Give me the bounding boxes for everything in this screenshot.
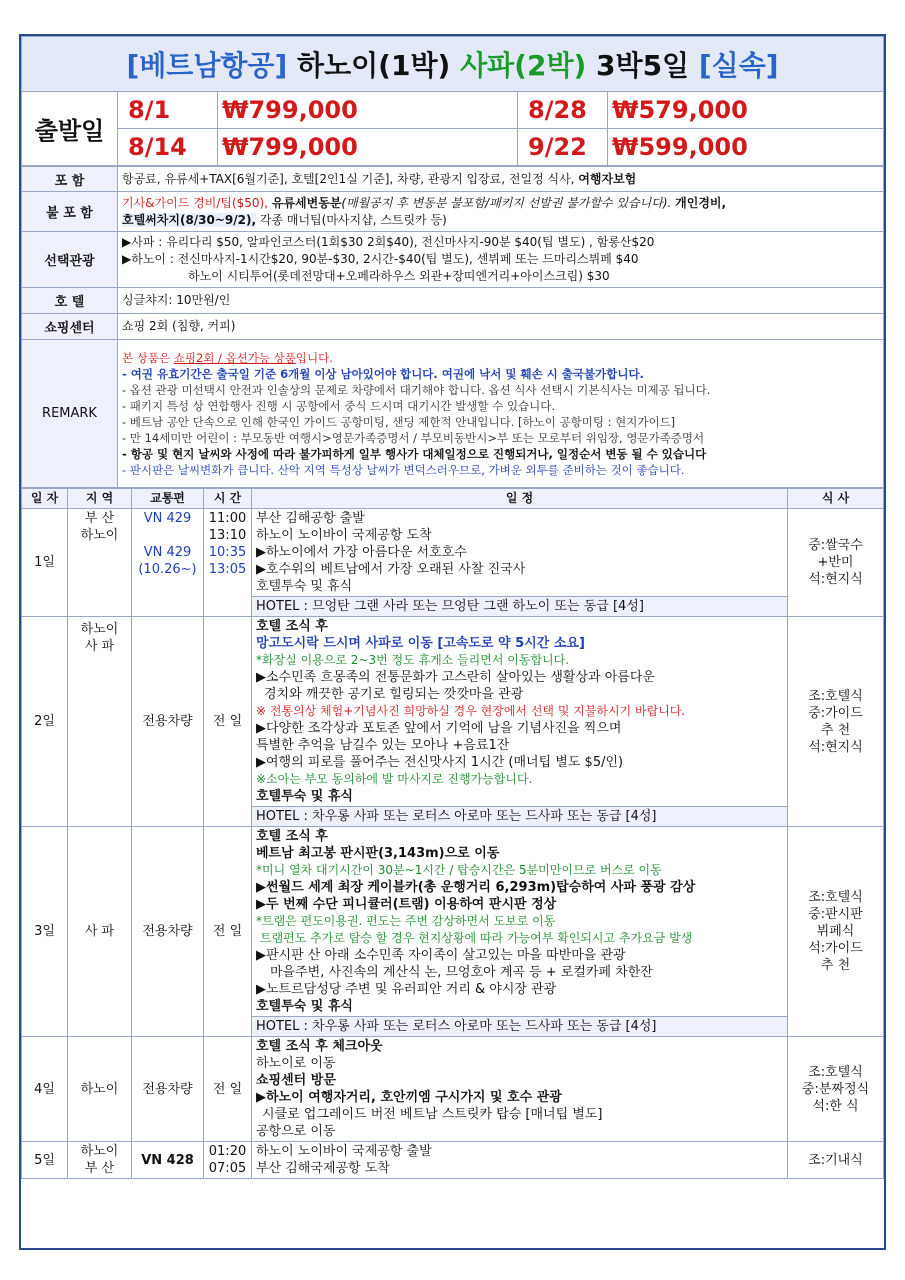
departure-price: ₩799,000 [218,129,518,166]
day-meals: 중:쌀국수 +반미 석:현지식 [788,509,884,617]
header-meal: 식 사 [788,489,884,509]
header-table [21,36,884,166]
header-transport: 교통편 [132,489,204,509]
day-region: 하노이 부 산 [68,1142,132,1179]
departure-date: 8/28 [518,92,608,129]
title-airline: [베트남항공] [126,49,288,82]
schedule-table [21,488,884,1179]
header-day: 일 자 [22,489,68,509]
day-label: 5일 [22,1142,68,1179]
day-itinerary: 부산 김해공항 출발 하노이 노이바이 국제공항 도착 ▶하노이에서 가장 아름다운 서호호수 ▶호수위의 베트남에서 가장 오래된 사찰 진국사 호텔투숙 및 휴식 [252,509,788,597]
departure-date: 8/14 [118,129,218,166]
day-region: 하노이 사 파 [68,617,132,827]
info-table [21,166,884,488]
day-region: 부 산 하노이 [68,509,132,617]
departure-price: ₩579,000 [608,92,884,129]
day-region: 사 파 [68,827,132,1037]
exclude-label: 불 포 함 [22,192,118,232]
day-transport: VN 429 VN 429 (10.26~) [132,509,204,617]
day-label: 4일 [22,1037,68,1142]
option-label: 선택관광 [22,232,118,288]
header-itinerary: 일 정 [252,489,788,509]
day-transport: VN 428 [132,1142,204,1179]
day-transport: 전용차량 [132,617,204,827]
remark-label: REMARK [22,340,118,488]
day-meals: 조:호텔식 중:가이드 추 천 석:현지식 [788,617,884,827]
remark-text: 본 상품은 쇼핑2회 / 옵션가능 상품입니다. - 여권 유효기간은 출국일 기준 6개월 이상 남아있어야 합니다. 여권에 낙서 및 훼손 시 출국불가합니다. - 옵션 관광 미선택시 안전과 인솔상의 문제로 차량에서 대기해야 합니다. 옵션 식사 선택시 기본식사는 미제공 됩니다. - 패키지 특성 상 연합행사 진행 시 공항에서 중식 드시며 대기시간 발생할 수 있습니다. - 베트남 공안 단속으로 인해 한국인 가이드 공항미팅, 샌딩 제한적 안내입니다. [하노이 공항미팅 : 현지가이드] - 만 14세미만 어린이 : 부모동반 여행시>영문가족증명서 / 부모비동반시>부 또는 모로부터 위임장, 영문가족증명서 - 항공 및 현지 날씨와 사정에 따라 불가피하게 일부 행사가 대체일정으로 진행되거나, 일정순서 변동 될 수 있습니다 - 판시판은 날씨변화가 큽니다. 산악 지역 특성상 날씨가 변덕스러우므로, 가벼운 외투를 준비하는 것이 좋습니다. [118,340,884,488]
page-title [22,37,884,92]
title-city2: 사파(2박) [460,49,587,82]
title-tag: [실속] [698,49,779,82]
day-times: 전 일 [204,1037,252,1142]
day-label: 3일 [22,827,68,1037]
day-hotel: HOTEL : 차우롱 사파 또는 로터스 아로마 또는 드사파 또는 동급 [4성] [252,1017,788,1037]
day-meals: 조:호텔식 중:분짜정식 석:한 식 [788,1037,884,1142]
shop-text: 쇼핑 2회 (침향, 커피) [118,314,884,340]
day-transport: 전용차량 [132,1037,204,1142]
exclude-text: 기사&가이드 경비/팁($50), 유류세변동분(매월공지 후 변동분 불포함/패키지 선발권 불가할수 있습니다). 개인경비, 호텔써차지(8/30~9/2), 각종 매너팁(마사지샵, 스트릿카 등) [118,192,884,232]
hotel-label: 호 텔 [22,288,118,314]
day-label: 1일 [22,509,68,617]
day-times: 01:20 07:05 [204,1142,252,1179]
day-meals: 조:기내식 [788,1142,884,1179]
title-city1: 하노이(1박) [297,49,451,82]
day-itinerary: 호텔 조식 후 망고도시락 드시며 사파로 이동 [고속도로 약 5시간 소요] *화장실 이용으로 2~3번 정도 휴게소 들리면서 이동합니다. ▶소수민족 흐몽족의 전통문화가 고스란히 살아있는 생활상과 아름다운 경치와 깨끗한 공기로 힐링되는 깟깟마을 관광 ※ 전통의상 체험+기념사진 희망하실 경우 현장에서 선택 및 지불하시기 바랍니다. ▶다양한 조각상과 포토존 앞에서 기억에 남을 기념사진을 찍으며 특별한 추억을 남길수 있는 모아나 +음료1잔 ▶여행의 피로를 풀어주는 전신맛사지 1시간 (매너팁 별도 $5/인) ※소아는 부모 동의하에 발 마사지로 진행가능합니다. 호텔투숙 및 휴식 [252,617,788,807]
title-duration: 3박5일 [596,49,690,82]
departure-price: ₩599,000 [608,129,884,166]
include-label: 포 함 [22,167,118,192]
departure-date: 9/22 [518,129,608,166]
day-transport: 전용차량 [132,827,204,1037]
shop-label: 쇼핑센터 [22,314,118,340]
day-times: 전 일 [204,827,252,1037]
itinerary-sheet [19,34,886,1250]
day-label: 2일 [22,617,68,827]
day-itinerary: 호텔 조식 후 베트남 최고봉 판시판(3,143m)으로 이동 *미니 열차 대기시간이 30분~1시간 / 탑승시간은 5분미만이므로 버스로 이동 ▶썬월드 세계 최장 케이블카(총 운행거리 6,293m)탑승하여 사파 풍광 감상 ▶두 번째 수단 피니큘러(트램) 이용하여 판시판 정상 *트램은 편도이용권. 편도는 주변 감상하면서 도보로 이동 트램편도 추가로 탑승 할 경우 현지상황에 따라 가능여부 확인되시고 추가요금 발생 ▶판시판 산 아래 소수민족 자이족이 살고있는 마을 따반마을 관광 마을주변, 사진속의 계산식 논, 므엉호아 계곡 등 + 로컬카페 차한잔 ▶노트르담성당 주변 및 유러피안 거리 & 야시장 관광 호텔투숙 및 휴식 [252,827,788,1017]
day-itinerary: 하노이 노이바이 국제공항 출발 부산 김해국제공항 도착 [252,1142,788,1179]
day-itinerary: 호텔 조식 후 체크아웃 하노이로 이동 쇼핑센터 방문 ▶하노이 여행자거리, 호안끼엠 구시가지 및 호수 관광 시클로 업그레이드 버전 베트남 스트릿카 탑승 [매너팁 별도] 공항으로 이동 [252,1037,788,1142]
day-hotel: HOTEL : 차우롱 사파 또는 로터스 아로마 또는 드사파 또는 동급 [4성] [252,807,788,827]
day-times: 전 일 [204,617,252,827]
departure-label: 출발일 [22,92,118,166]
departure-date: 8/1 [118,92,218,129]
include-text: 항공료, 유류세+TAX[6월기준], 호텔[2인1실 기준], 차량, 관광지 입장료, 전일정 식사, 여행자보험 [118,167,884,192]
header-region: 지 역 [68,489,132,509]
day-region: 하노이 [68,1037,132,1142]
day-times: 11:00 13:10 10:35 13:05 [204,509,252,617]
header-time: 시 간 [204,489,252,509]
day-hotel: HOTEL : 므엉탄 그랜 사라 또는 므엉탄 그랜 하노이 또는 동급 [4성] [252,597,788,617]
day-meals: 조:호텔식 중:판시판 뷔페식 석:가이드 추 천 [788,827,884,1037]
departure-price: ₩799,000 [218,92,518,129]
option-text: ▶사파 : 유리다리 $50, 알파인코스터(1회$30 2회$40), 전신마사지-90분 $40(팁 별도) , 함롱산$20 ▶하노이 : 전신마사지-1시간$20, 90분-$30, 2시간-$40(팁 별도), 센뷔페 또는 드마리스뷔페 $40 하노이 시티투어(롯데전망대+오페라하우스 외관+장띠엔거리+아이스크림) $30 [118,232,884,288]
hotel-text: 싱글챠지: 10만원/인 [118,288,884,314]
